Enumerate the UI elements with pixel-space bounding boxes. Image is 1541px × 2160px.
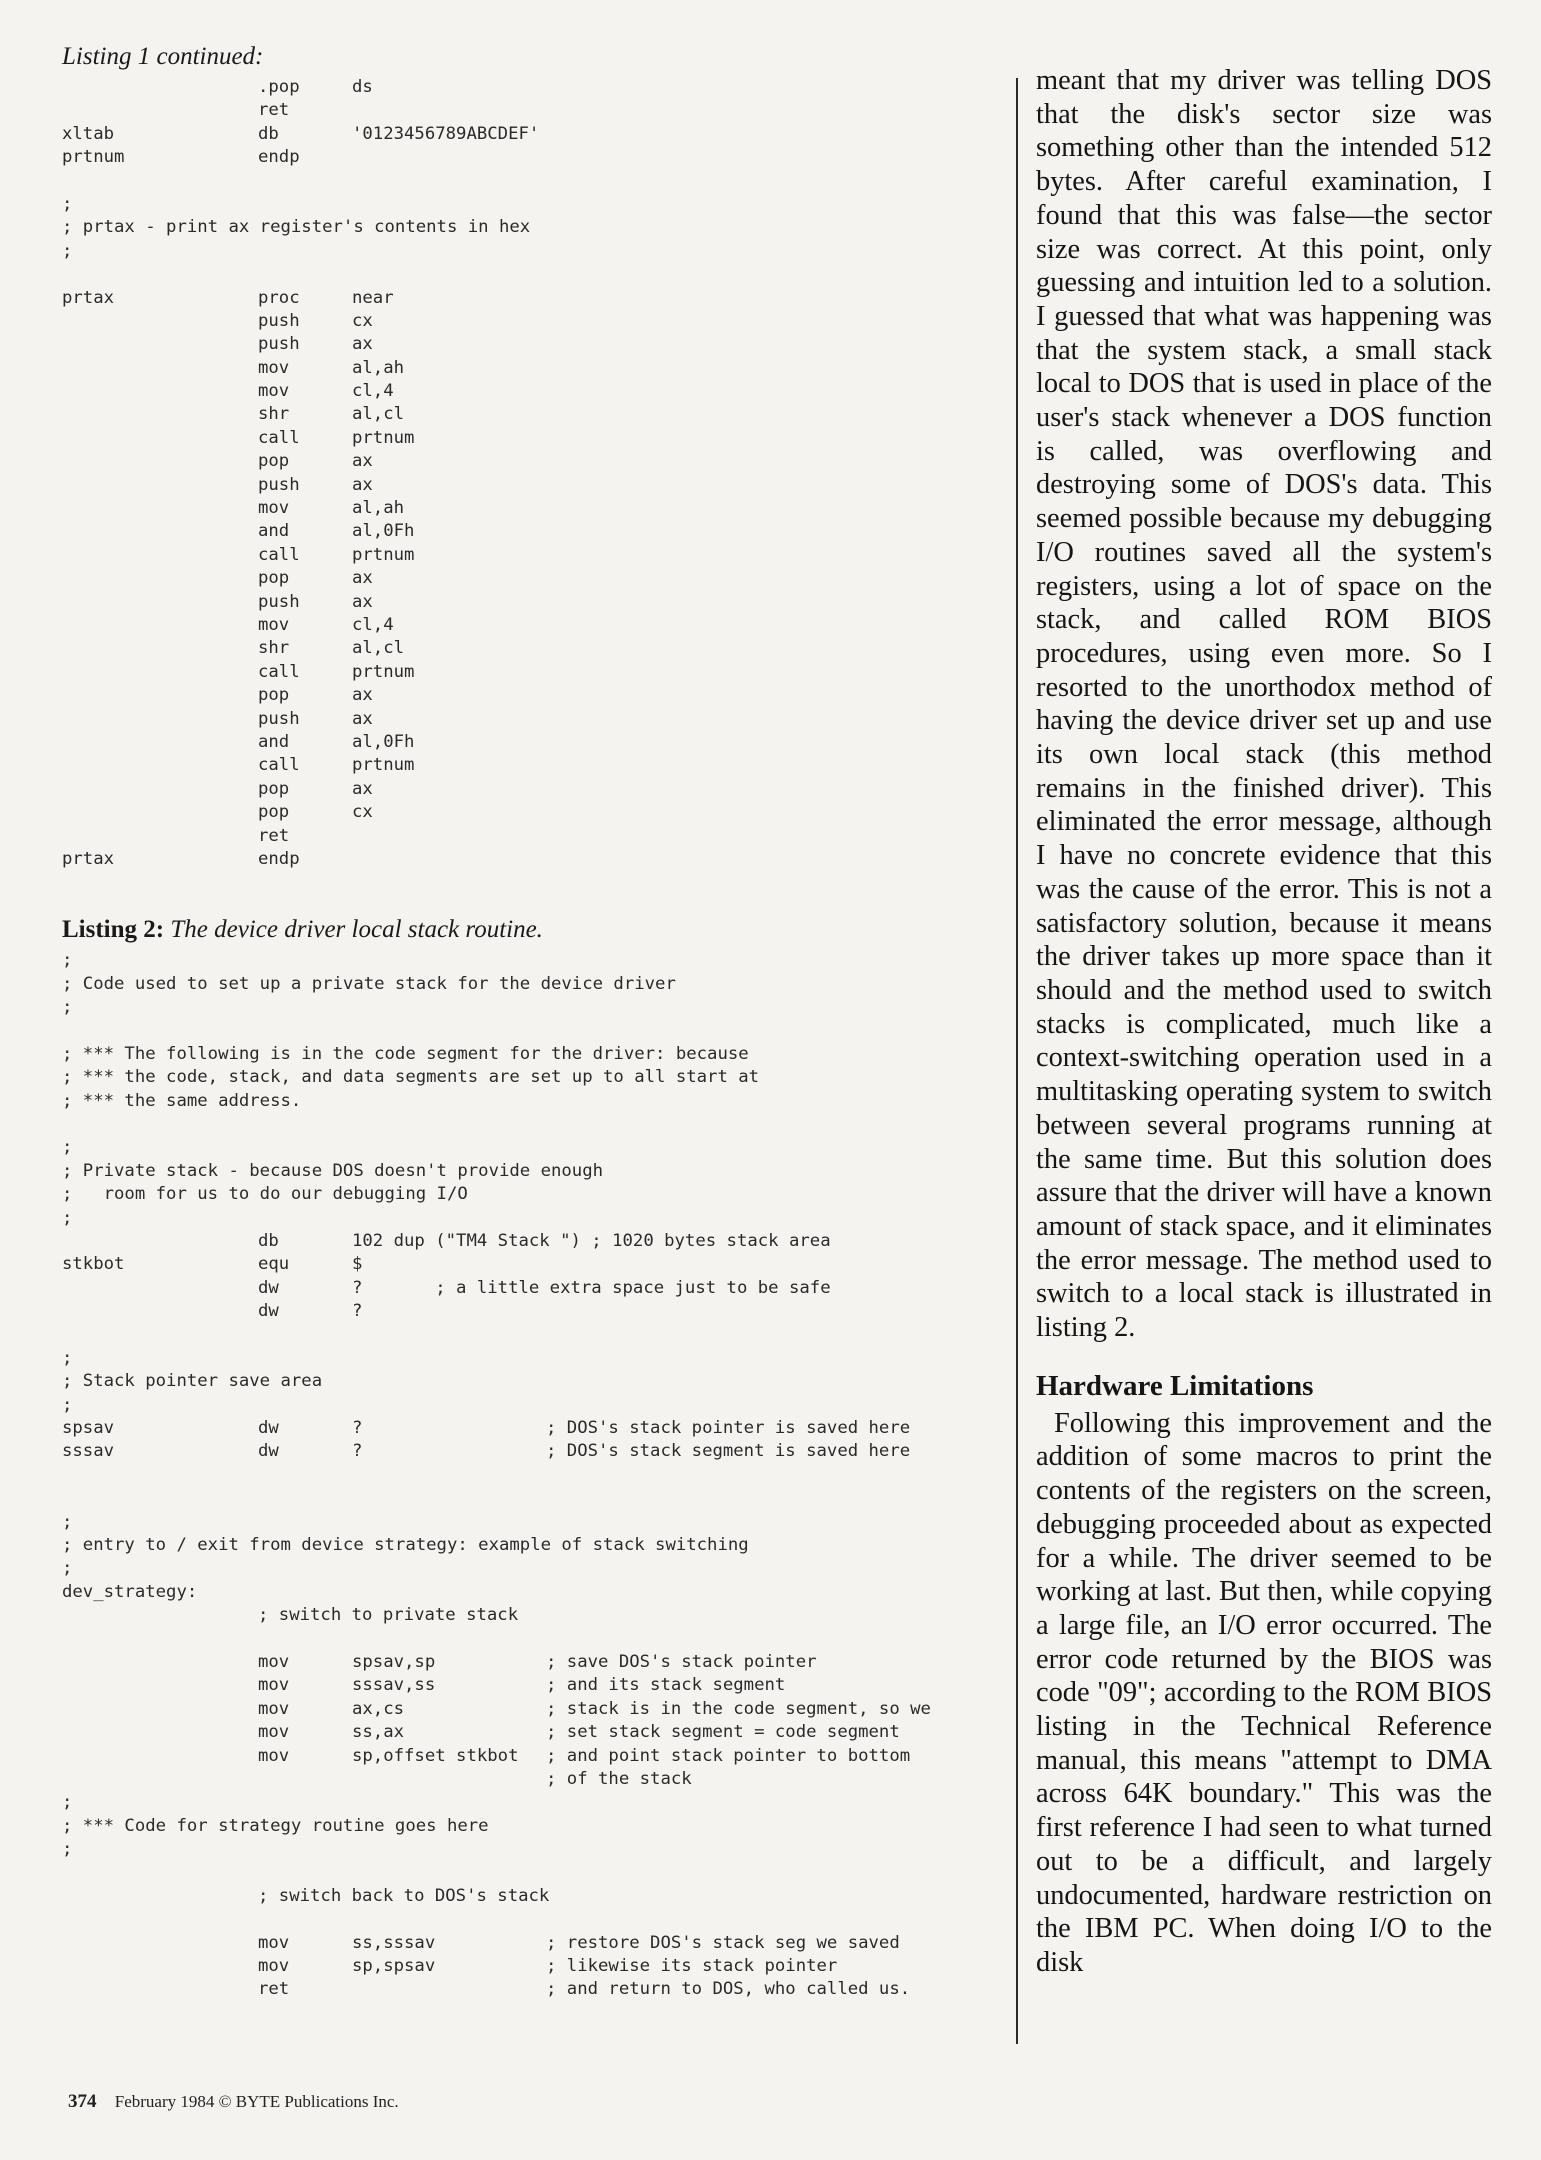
code-line [62, 1440, 1022, 1463]
code-token: ; *** the same address. [62, 1090, 302, 1111]
code-token: and [258, 521, 290, 542]
code-token: ; [62, 1558, 73, 1579]
code-token: pop [258, 685, 290, 706]
code-token: mov [258, 498, 290, 519]
code-token: 102 dup ("TM4 Stack ") ; 1020 bytes stack area [352, 1230, 831, 1251]
code-token: sssav,ss [352, 1675, 436, 1696]
code-token: ; room for us to do our debugging I/O [62, 1184, 468, 1205]
code-token: prtnum [352, 661, 415, 682]
code-token: mov [258, 614, 290, 635]
code-line [62, 544, 1022, 567]
code-token: ; [62, 193, 73, 214]
code-token: pop [258, 568, 290, 589]
code-token: endp [258, 147, 300, 168]
code-line [62, 1745, 1022, 1768]
code-token: ; [62, 1347, 73, 1368]
code-line [62, 357, 1022, 380]
code-token: ax [352, 708, 373, 729]
code-token: mov [258, 1675, 290, 1696]
article-paragraph-2: Following this improvement and the addition of some macros to print the contents of the registers on the screen, debugging proceeded about as expected for a while. The driver seemed to be working at last. But then, while copying a large file, an I/O error occurred. The error code returned by the BIOS was code "09"; according to the ROM BIOS listing in the Technical Reference manual, this means "attempt to DMA across 64K boundary." This was the first reference I had seen to what turned out to be a difficult, and largely undocumented, hardware restriction on the IBM PC. When doing I/O to the disk [1036, 1407, 1492, 1978]
code-line [62, 1347, 1022, 1370]
code-line [62, 1043, 1022, 1066]
code-token: ; entry to / exit from device strategy: example of stack switching [62, 1535, 749, 1556]
code-line [62, 146, 1022, 169]
code-token: ; [62, 1511, 73, 1532]
code-token: cl,4 [352, 614, 394, 635]
code-token: ax [352, 778, 373, 799]
code-line [62, 1277, 1022, 1300]
code-line [62, 1838, 1022, 1861]
code-token: al,cl [352, 638, 405, 659]
code-line [62, 1300, 1022, 1323]
code-token: prtnum [352, 755, 415, 776]
code-token: ret [258, 825, 290, 846]
code-line [62, 1534, 1022, 1557]
code-token: ; [62, 1792, 73, 1813]
code-token: dw [258, 1277, 279, 1298]
code-token: ; restore DOS's stack seg we saved [546, 1932, 900, 1953]
code-line [62, 1160, 1022, 1183]
code-token: ax [352, 451, 373, 472]
column-rule [1016, 78, 1018, 2044]
article-column [1036, 64, 1492, 1980]
code-token: prtnum [62, 147, 125, 168]
code-line [62, 1090, 1022, 1113]
code-token: ; [62, 240, 73, 261]
code-token: prtnum [352, 427, 415, 448]
code-token: mov [258, 1722, 290, 1743]
code-token: ? [352, 1418, 363, 1439]
code-token: cx [352, 802, 373, 823]
code-token: push [258, 708, 300, 729]
code-token: ss,ax [352, 1722, 405, 1743]
code-token: push [258, 334, 300, 355]
code-token: ; Private stack - because DOS doesn't provide enough [62, 1160, 604, 1181]
code-line [62, 731, 1022, 754]
code-token: dev_strategy: [62, 1581, 198, 1602]
code-token: sssav [62, 1441, 115, 1462]
code-line [62, 450, 1022, 473]
code-token: al,0Fh [352, 521, 415, 542]
code-line [62, 1978, 1022, 2001]
code-token: ; prtax - print ax register's contents in hex [62, 217, 531, 238]
code-line [62, 170, 1022, 193]
code-token: near [352, 287, 394, 308]
code-token: endp [258, 848, 300, 869]
code-line [62, 1253, 1022, 1276]
code-token: ; *** the code, stack, and data segments are set up to all start at [62, 1067, 760, 1088]
code-line [62, 567, 1022, 590]
code-token: dw [258, 1418, 279, 1439]
code-line [62, 427, 1022, 450]
code-token: ; Code used to set up a private stack for the device driver [62, 973, 676, 994]
code-token: ; [62, 1137, 73, 1158]
code-token: shr [258, 404, 290, 425]
code-token: '0123456789ABCDEF' [352, 123, 540, 144]
code-token: pop [258, 778, 290, 799]
code-token: ; and return to DOS, who called us. [546, 1979, 911, 2000]
code-token: ? [352, 1441, 363, 1462]
code-line [62, 333, 1022, 356]
code-line [62, 1932, 1022, 1955]
code-line [62, 754, 1022, 777]
code-token: proc [258, 287, 300, 308]
code-line [62, 474, 1022, 497]
code-token: ds [352, 77, 373, 97]
code-line [62, 193, 1022, 216]
code-token: mov [258, 1698, 290, 1719]
code-line [62, 1674, 1022, 1697]
code-line [62, 661, 1022, 684]
code-token: ss,sssav [352, 1932, 436, 1953]
code-token: push [258, 310, 300, 331]
code-line [62, 1464, 1022, 1487]
code-line [62, 1066, 1022, 1089]
code-token: ax [352, 685, 373, 706]
code-line [62, 263, 1022, 286]
code-token: ; DOS's stack pointer is saved here [546, 1418, 911, 1439]
code-token: spsav [62, 1418, 115, 1439]
code-line [62, 1019, 1022, 1042]
code-token: ; DOS's stack segment is saved here [546, 1441, 911, 1462]
listing2-number: Listing 2: [62, 916, 165, 944]
code-line [62, 1183, 1022, 1206]
code-token: ; stack is in the code segment, so we [546, 1698, 931, 1719]
code-line [62, 684, 1022, 707]
code-token: ret [258, 1979, 290, 2000]
code-line [62, 1207, 1022, 1230]
code-token: ; [62, 997, 73, 1018]
code-line [62, 287, 1022, 310]
code-column [62, 38, 1022, 2002]
code-token: ; Stack pointer save area [62, 1371, 323, 1392]
code-line [62, 1651, 1022, 1674]
code-token: ; likewise its stack pointer [546, 1956, 838, 1977]
code-line [62, 1230, 1022, 1253]
code-token: call [258, 661, 300, 682]
code-line [62, 1557, 1022, 1580]
code-line [62, 1604, 1022, 1627]
code-line [62, 614, 1022, 637]
code-token: $ [352, 1254, 363, 1275]
code-token: xltab [62, 123, 115, 144]
code-line [62, 216, 1022, 239]
code-token: mov [258, 1745, 290, 1766]
code-line [62, 825, 1022, 848]
code-line [62, 403, 1022, 426]
footer-credit: February 1984 © BYTE Publications Inc. [114, 2092, 399, 2111]
code-token: call [258, 427, 300, 448]
code-token: pop [258, 451, 290, 472]
code-token: pop [258, 802, 290, 823]
listing2-caption: The device driver local stack routine. [170, 916, 543, 944]
page-footer [68, 2090, 399, 2114]
code-token: shr [258, 638, 290, 659]
code-line [62, 310, 1022, 333]
code-token: ; switch back to DOS's stack [258, 1885, 550, 1906]
code-token: prtax [62, 848, 115, 869]
code-line [62, 1815, 1022, 1838]
code-token: al,0Fh [352, 731, 415, 752]
code-token: mov [258, 1956, 290, 1977]
code-token: ax [352, 591, 373, 612]
code-line [62, 949, 1022, 972]
code-line [62, 801, 1022, 824]
code-line [62, 848, 1022, 871]
code-token: equ [258, 1254, 290, 1275]
code-token: dw [258, 1441, 279, 1462]
code-line [62, 99, 1022, 122]
code-line [62, 1370, 1022, 1393]
code-token: cx [352, 310, 373, 331]
listing1-heading: Listing 1 continued: [62, 43, 264, 70]
code-token: mov [258, 381, 290, 402]
code-token: stkbot [62, 1254, 125, 1275]
code-token: al,cl [352, 404, 405, 425]
code-token: prtnum [352, 544, 415, 565]
code-token: push [258, 591, 300, 612]
code-token: call [258, 755, 300, 776]
section-heading: Hardware Limitations [1036, 1369, 1314, 1402]
article-paragraph-1: meant that my driver was telling DOS that the disk's sector size was something other than the intended 512 bytes. After careful examination, I found that this was false—the sector size was correct. At this point, only guessing and intuition led to a solution. I guessed that what was happening was that the system stack, a small stack local to DOS that is used in place of the user's stack whenever a DOS function is called, was overflowing and destroying some of DOS's data. This seemed possible because my debugging I/O routines saved all the system's registers, using a lot of space on the stack, and called ROM BIOS procedures, using even more. So I resorted to the unorthodox method of having the device driver set up and use its own local stack (this method remains in the finished driver). This eliminated the error message, although I have no concrete evidence that this was the cause of the error. This is not a satisfactory solution, because it means the driver takes up more space than it should and the method used to switch stacks is complicated, much like a context-switching operation used in a multitasking operating system to switch between several programs running at the same time. But this solution does assure that the driver will have a known amount of stack space, and it eliminates the error message. The method used to switch to a local stack is illustrated in listing 2. [1036, 65, 1492, 1344]
code-line [62, 123, 1022, 146]
code-token: db [258, 1230, 279, 1251]
code-line [62, 1908, 1022, 1931]
code-line [62, 380, 1022, 403]
code-line [62, 778, 1022, 801]
code-token: prtax [62, 287, 115, 308]
code-line [62, 76, 1022, 99]
code-token: ax [352, 474, 373, 495]
code-token: ; of the stack [546, 1768, 692, 1789]
code-token: call [258, 544, 300, 565]
code-line [62, 1581, 1022, 1604]
code-token: spsav,sp [352, 1652, 436, 1672]
code-token: mov [258, 1652, 290, 1672]
code-token: ? [352, 1301, 363, 1322]
code-line [62, 1698, 1022, 1721]
code-token: push [258, 474, 300, 495]
code-token: dw [258, 1301, 279, 1322]
code-line [62, 1862, 1022, 1885]
code-line [62, 497, 1022, 520]
code-token: db [258, 123, 279, 144]
code-token: ; *** Code for strategy routine goes here [62, 1815, 489, 1836]
code-token: ax [352, 334, 373, 355]
code-line [62, 520, 1022, 543]
listing2-heading [62, 911, 1022, 949]
code-line [62, 1955, 1022, 1978]
code-token: mov [258, 1932, 290, 1953]
code-token: ax,cs [352, 1698, 405, 1719]
code-token: and [258, 731, 290, 752]
code-token: ; [62, 1839, 73, 1860]
code-token: ; switch to private stack [258, 1605, 519, 1626]
code-line [62, 996, 1022, 1019]
code-line [62, 1721, 1022, 1744]
code-line [62, 240, 1022, 263]
code-token: ; [62, 1207, 73, 1228]
code-token: ; save DOS's stack pointer [546, 1652, 817, 1672]
code-token: ret [258, 100, 290, 121]
code-line [62, 1487, 1022, 1510]
code-line [62, 1136, 1022, 1159]
code-token: .pop [258, 77, 300, 97]
code-line [62, 1628, 1022, 1651]
page-number: 374 [68, 2091, 97, 2112]
code-token: ax [352, 568, 373, 589]
code-line [62, 1324, 1022, 1347]
code-line [62, 973, 1022, 996]
listing1-code [62, 76, 1022, 871]
code-line [62, 1885, 1022, 1908]
code-line [62, 591, 1022, 614]
code-line [62, 1394, 1022, 1417]
code-token: al,ah [352, 357, 405, 378]
code-token: sp,spsav [352, 1956, 436, 1977]
code-line [62, 1511, 1022, 1534]
code-token: al,ah [352, 498, 405, 519]
code-token: ; and its stack segment [546, 1675, 786, 1696]
code-token: ; [62, 950, 73, 971]
code-token: ; set stack segment = code segment [546, 1722, 900, 1743]
code-line [62, 1113, 1022, 1136]
code-token: mov [258, 357, 290, 378]
code-token: sp,offset stkbot [352, 1745, 519, 1766]
code-line [62, 1791, 1022, 1814]
code-line [62, 708, 1022, 731]
code-token: ? ; a little extra space just to be safe [352, 1277, 831, 1298]
code-token: ; and point stack pointer to bottom [546, 1745, 911, 1766]
code-line [62, 1768, 1022, 1791]
listing2-code [62, 949, 1022, 2002]
code-token: ; *** The following is in the code segment for the driver: because [62, 1043, 749, 1064]
code-token: cl,4 [352, 381, 394, 402]
code-line [62, 1417, 1022, 1440]
code-token: ; [62, 1394, 73, 1415]
code-line [62, 637, 1022, 660]
